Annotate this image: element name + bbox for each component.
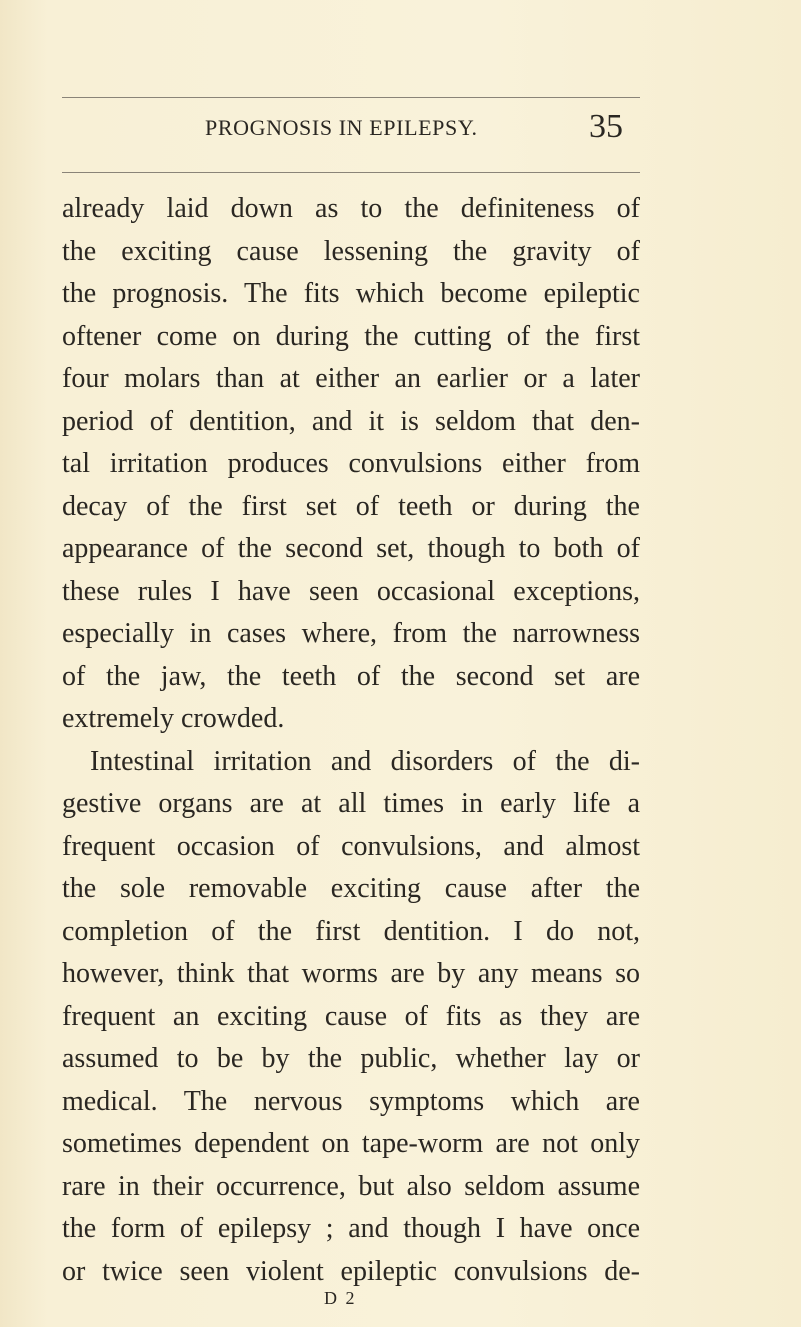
text-line: medical. The nervous symptoms which are	[62, 1085, 640, 1117]
text-line: the exciting cause lessening the gravity of	[62, 235, 640, 267]
running-head: PROGNOSIS IN EPILEPSY.	[205, 115, 478, 140]
signature-mark: D 2	[324, 1288, 357, 1308]
page-number: 35	[589, 108, 623, 145]
text-line: already laid down as to the definiteness of	[62, 193, 640, 224]
text-line: gestive organs are at all times in early life a	[62, 788, 640, 819]
text-line: tal irritation produces convulsions either from	[62, 448, 640, 479]
text-line: these rules I have seen occasional exceptions,	[62, 575, 640, 607]
text-line: appearance of the second set, though to both of	[62, 533, 640, 564]
header-top-rule	[62, 97, 640, 98]
text-line: especially in cases where, from the narrowness	[62, 618, 640, 649]
text-line: period of dentition, and it is seldom that den-	[62, 405, 640, 437]
text-line: four molars than at either an earlier or a later	[62, 363, 640, 394]
text-line: assumed to be by the public, whether lay or	[62, 1043, 640, 1074]
text-line: the sole removable exciting cause after the	[62, 873, 640, 904]
text-line: however, think that worms are by any means so	[62, 958, 640, 989]
text-line: sometimes dependent on tape-worm are not only	[62, 1128, 640, 1159]
header-bottom-rule	[62, 172, 640, 173]
body-text	[62, 188, 640, 1293]
text-line: completion of the first dentition. I do not,	[62, 915, 640, 947]
text-line: rare in their occurrence, but also seldom assume	[62, 1170, 640, 1202]
text-line: extremely crowded.	[62, 703, 285, 734]
text-line: of the jaw, the teeth of the second set are	[62, 660, 640, 692]
text-line: the form of epilepsy ; and though I have once	[62, 1213, 640, 1244]
text-line: decay of the first set of teeth or during the	[62, 490, 640, 522]
text-line: or twice seen violent epileptic convulsions de-	[62, 1255, 640, 1287]
text-line: Intestinal irritation and disorders of the di-	[90, 745, 640, 777]
text-line: frequent occasion of convulsions, and almost	[62, 830, 640, 862]
text-line: oftener come on during the cutting of the first	[62, 320, 640, 352]
text-line: the prognosis. The fits which become epileptic	[62, 278, 640, 309]
text-line: frequent an exciting cause of fits as they are	[62, 1000, 640, 1032]
